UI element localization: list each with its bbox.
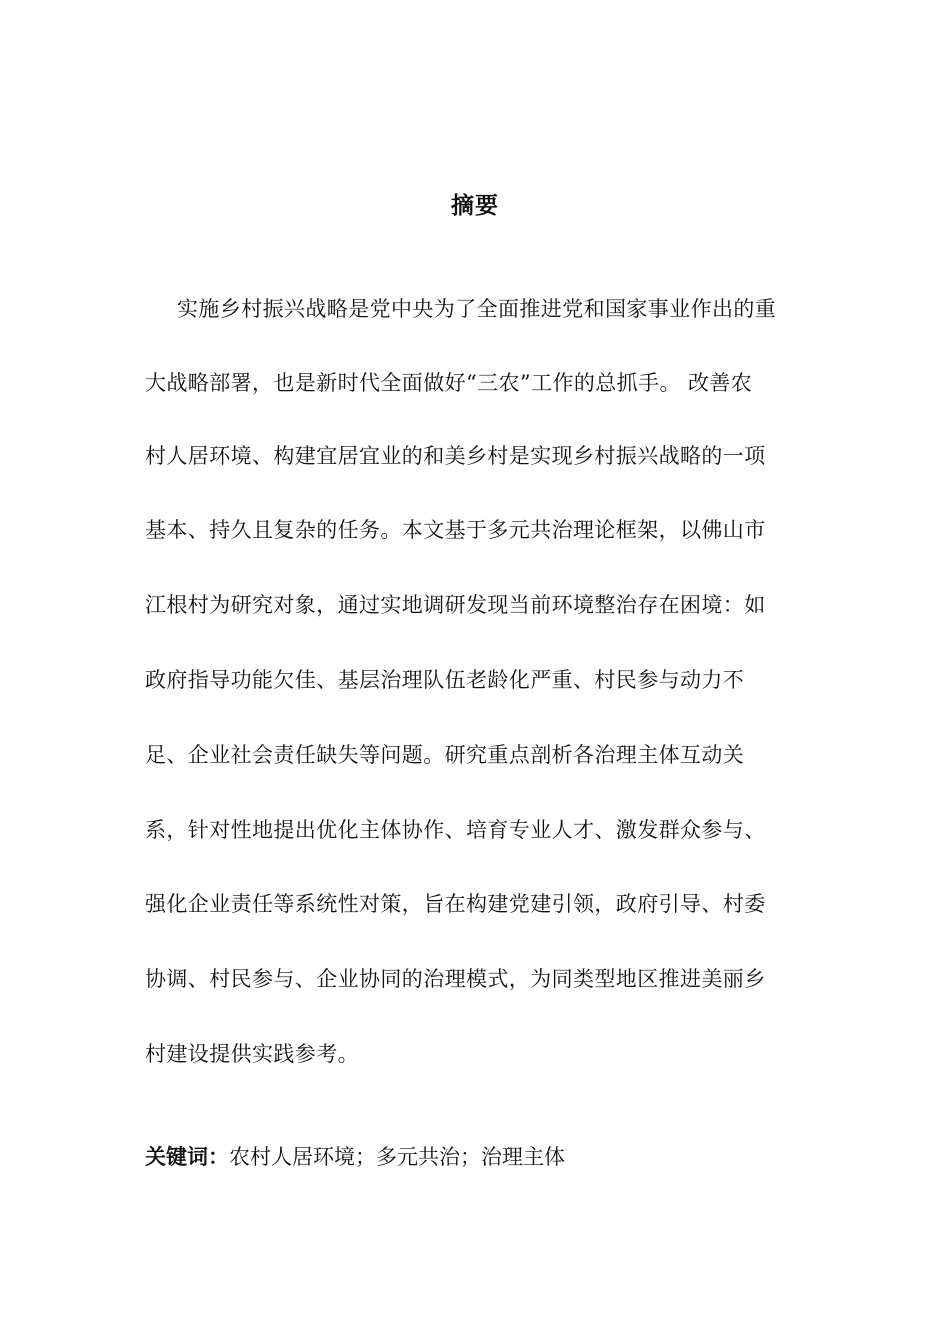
abstract-line: 实施乡村振兴战略是党中央为了全面推进党和国家事业作出的重	[177, 297, 777, 321]
abstract-line: 基本、持久且复杂的任务。本文基于多元共治理论框架，以佛山市	[145, 518, 766, 542]
abstract-line: 大战略部署，也是新时代全面做好“三农”工作的总抓手。 改善农	[145, 371, 753, 395]
abstract-line: 强化企业责任等系统性对策，旨在构建党建引领，政府引导、村委	[145, 892, 766, 916]
keywords-label: 关键词：	[145, 1145, 229, 1169]
abstract-line: 村建设提供实践参考。	[145, 1042, 359, 1066]
keywords-line	[145, 1142, 810, 1172]
abstract-line: 足、企业社会责任缺失等问题。研究重点剖析各治理主体互动关	[145, 743, 745, 767]
abstract-line: 政府指导功能欠佳、基层治理队伍老龄化严重、村民参与动力不	[145, 668, 745, 692]
page-title: 摘要	[451, 193, 499, 219]
abstract-line: 系，针对性地提出优化主体协作、培育专业人才、激发群众参与、	[145, 818, 766, 842]
abstract-line: 村人居环境、构建宜居宜业的和美乡村是实现乡村振兴战略的一项	[145, 444, 766, 468]
abstract-line: 协调、村民参与、企业协同的治理模式，为同类型地区推进美丽乡	[145, 967, 766, 991]
abstract-line: 江根村为研究对象，通过实地调研发现当前环境整治存在困境：如	[145, 593, 766, 617]
keywords-text: 农村人居环境；多元共治；治理主体	[229, 1145, 565, 1169]
